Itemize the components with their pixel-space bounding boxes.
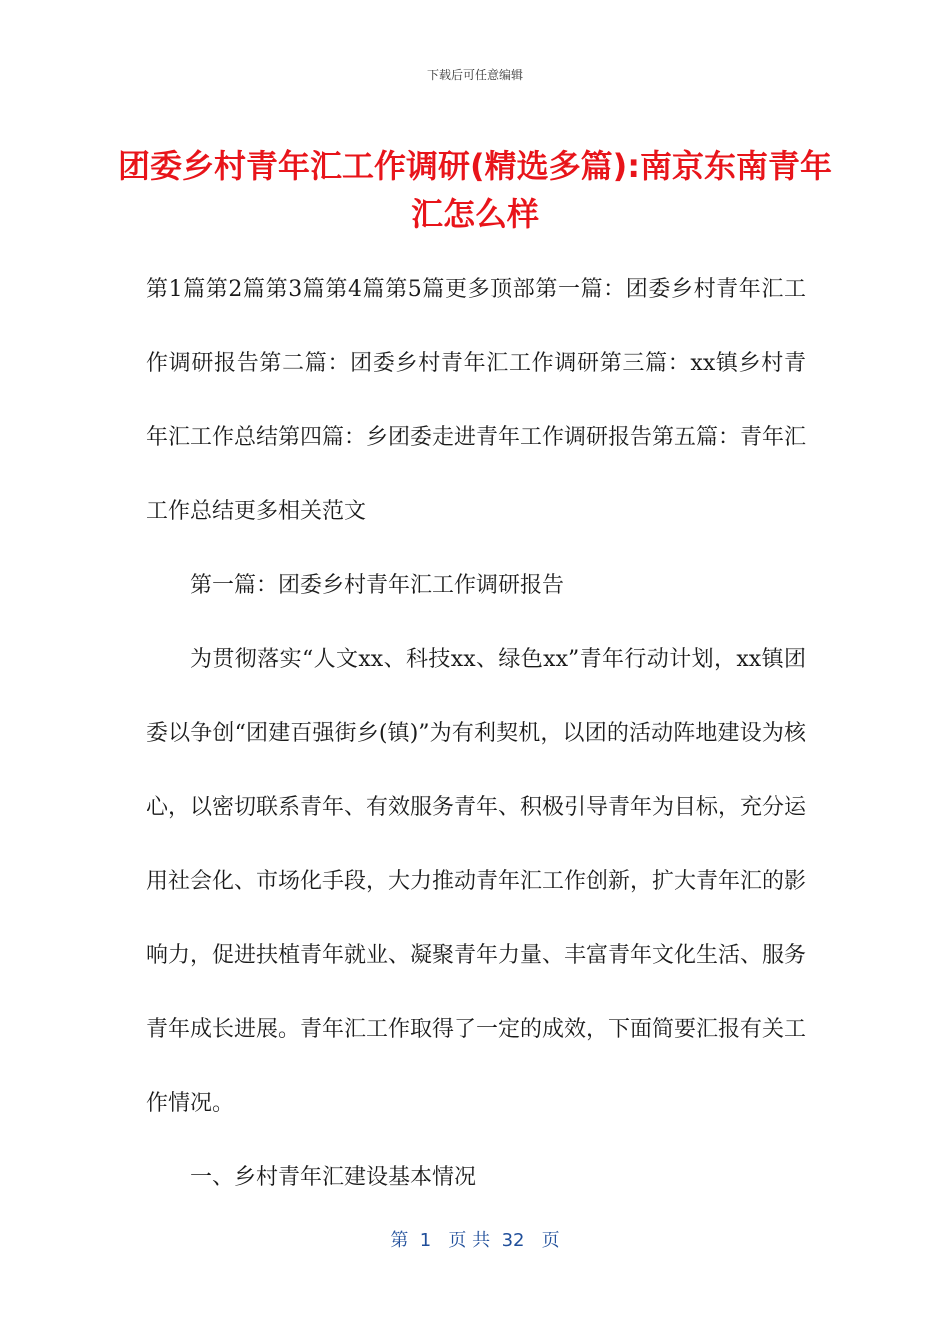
paragraph-section-heading: 第一篇：团委乡村青年汇工作调研报告: [190, 573, 565, 598]
header-note: 下载后可任意编辑: [426, 68, 523, 82]
paragraph-subheading: 一、乡村青年汇建设基本情况: [190, 1165, 477, 1190]
document-body: [146, 253, 806, 1215]
page-footer: 第 1 页 共 32 页: [390, 1230, 560, 1251]
document-title: 团委乡村青年汇工作调研(精选多篇):南京东南青年汇怎么样: [117, 147, 833, 233]
paragraph-intro: 为贯彻落实“人文xx、科技xx、绿色xx”青年行动计划，xx镇团委以争创“团建百强街乡(镇)”为有利契机，以团的活动阵地建设为核心，以密切联系青年、有效服务青年、积极引导青年为目标，充分运用社会化、市场化手段，大力推动青年汇工作创新，扩大青年汇的影响力，促进扶植青年就业、凝聚青年力量、丰富青年文化生活、服务青年成长进展。青年汇工作取得了一定的成效，下面简要汇报有关工作情况。: [146, 647, 807, 1116]
paragraph-contents: 第1篇第2篇第3篇第4篇第5篇更多顶部第一篇：团委乡村青年汇工作调研报告第二篇：团委乡村青年汇工作调研第三篇：xx镇乡村青年汇工作总结第四篇：乡团委走进青年工作调研报告第五篇：青年汇工作总结更多相关范文: [146, 277, 807, 524]
